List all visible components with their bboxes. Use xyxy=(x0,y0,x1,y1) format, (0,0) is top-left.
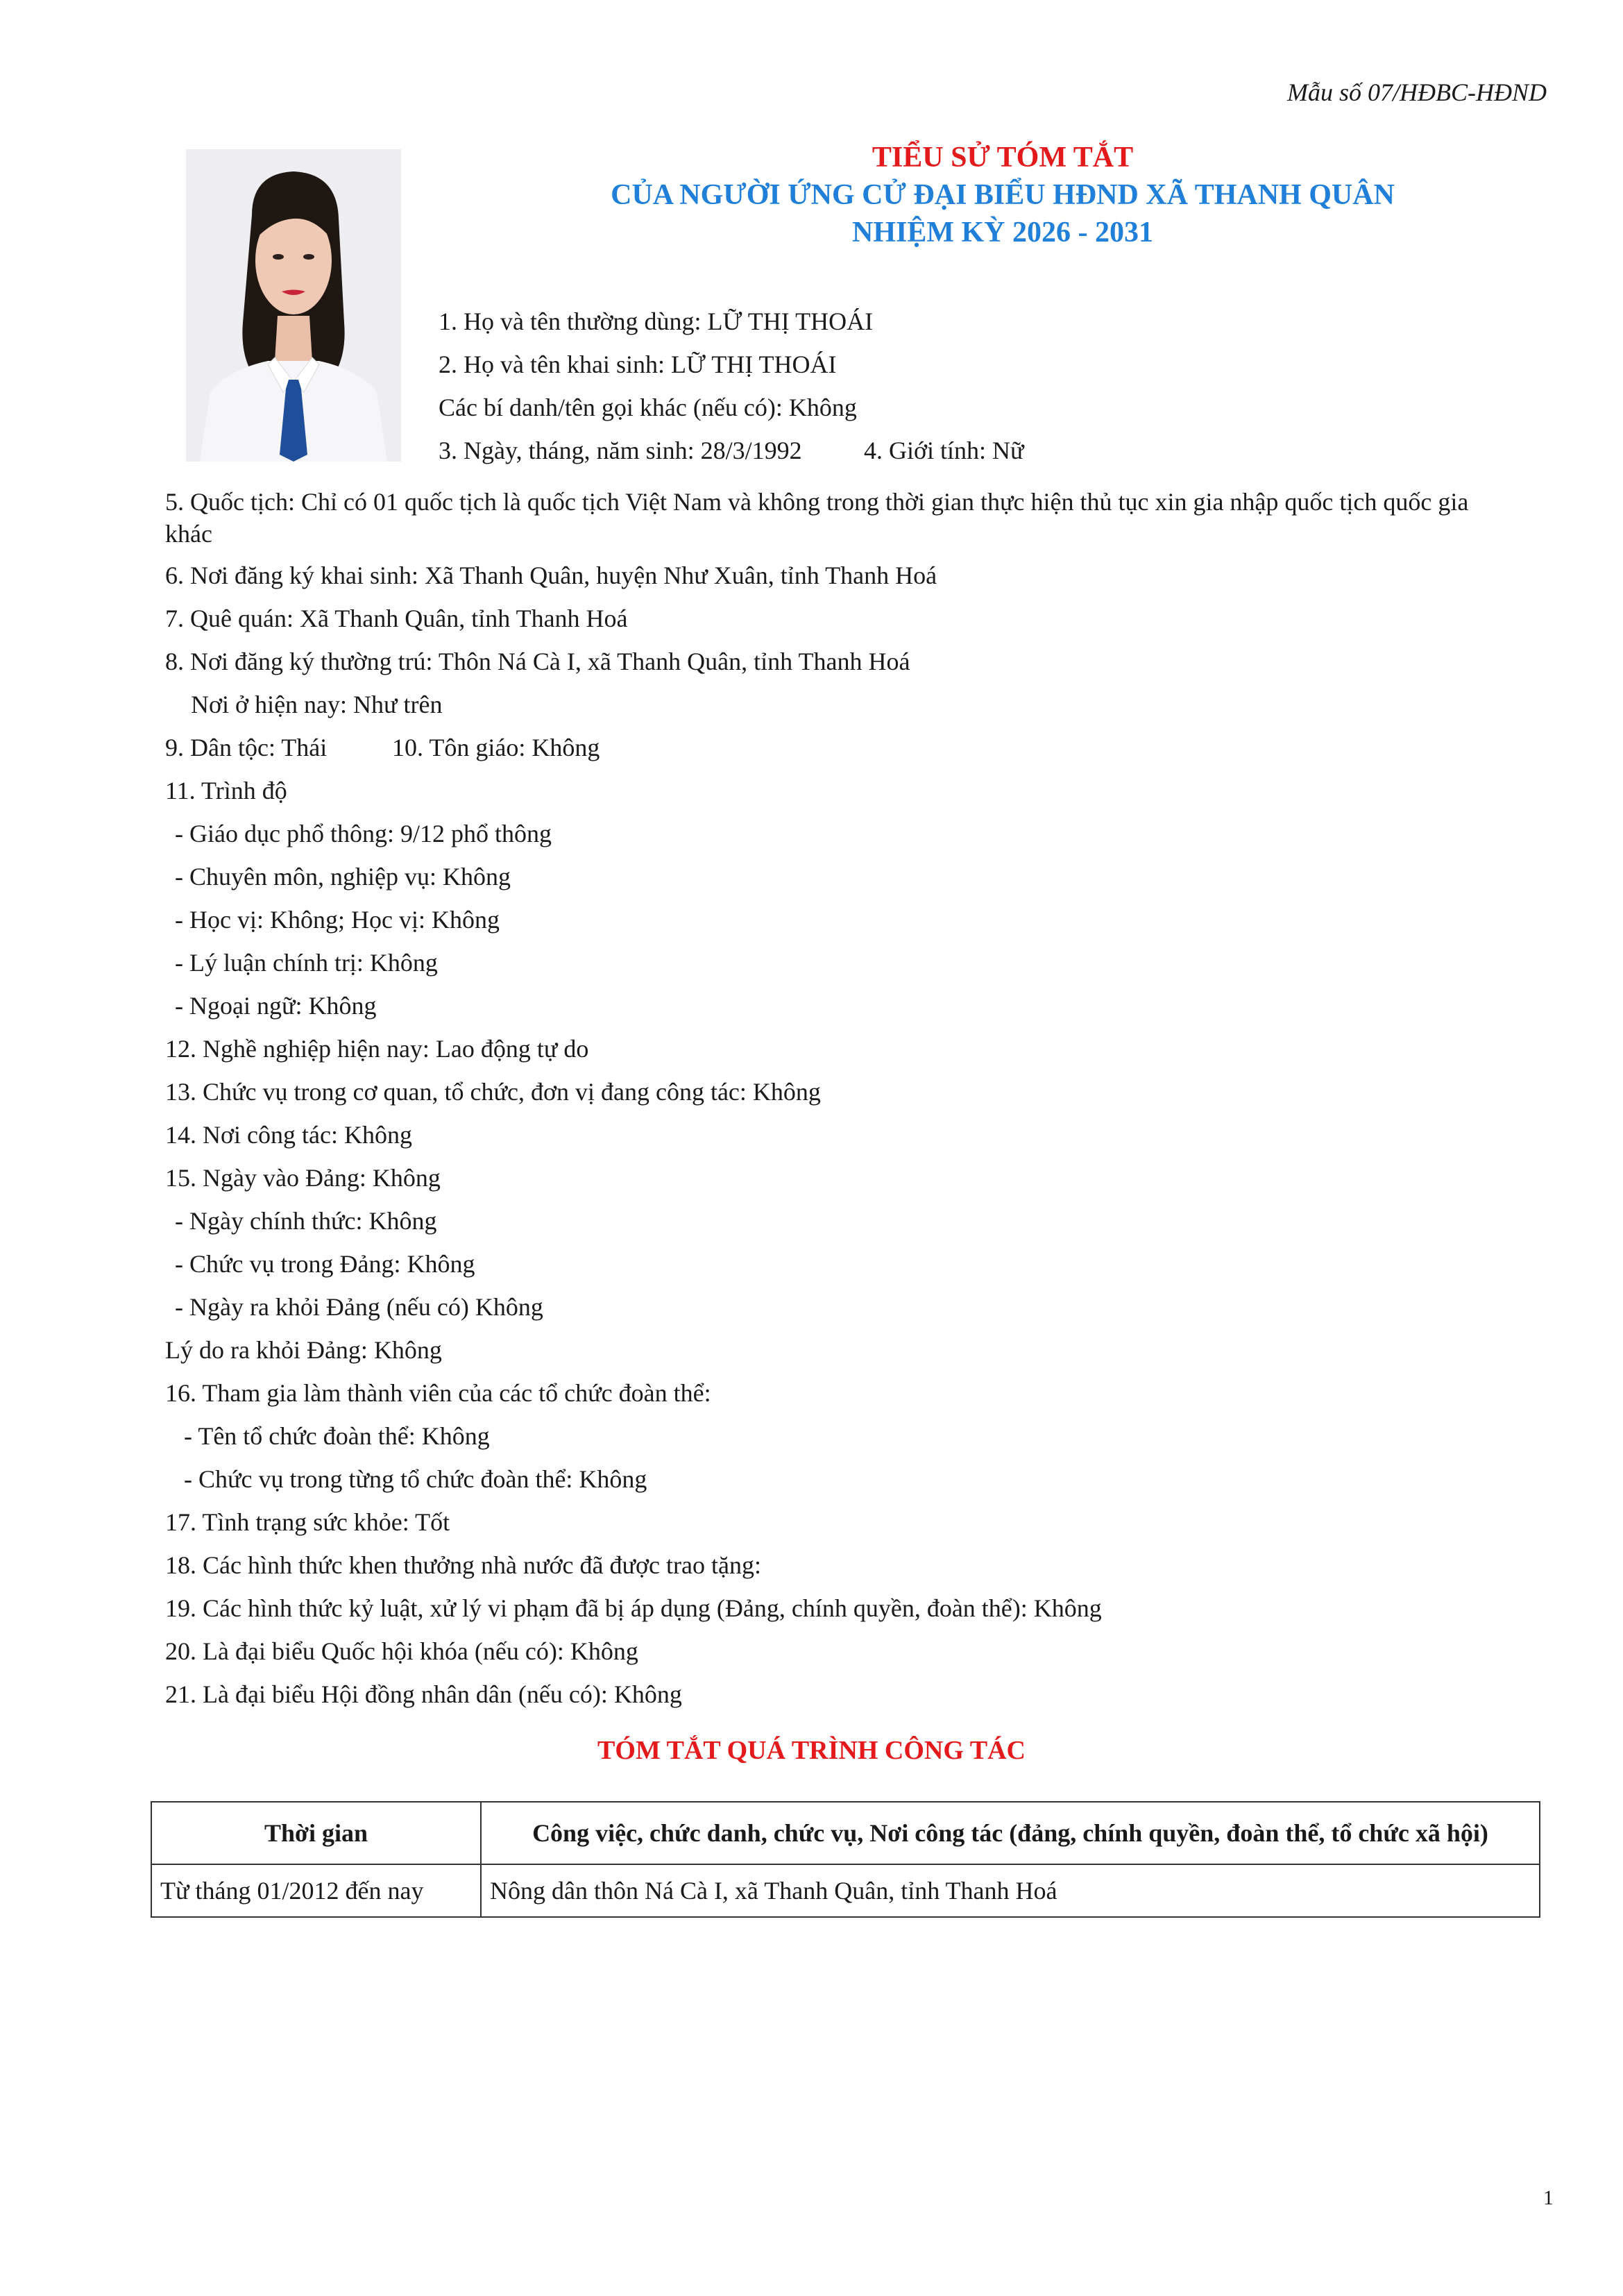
field-party-leave-date: - Ngày ra khỏi Đảng (nếu có) Không xyxy=(175,1293,543,1321)
field-discipline: 19. Các hình thức kỷ luật, xử lý vi phạm đã bị áp dụng (Đảng, chính quyền, đoàn thể): Không xyxy=(165,1594,1102,1622)
table-header-row xyxy=(151,1802,1540,1864)
field-awards: 18. Các hình thức khen thưởng nhà nước đã được trao tặng: xyxy=(165,1551,761,1579)
field-workplace: 14. Nơi công tác: Không xyxy=(165,1121,412,1149)
field-religion: 10. Tôn giáo: Không xyxy=(392,734,600,761)
header-time: Thời gian xyxy=(151,1802,481,1864)
field-birth-name: 2. Họ và tên khai sinh: LỮ THỊ THOÁI xyxy=(439,351,837,378)
field-foreign-language: - Ngoại ngữ: Không xyxy=(175,992,377,1020)
field-professional-skill: - Chuyên môn, nghiệp vụ: Không xyxy=(175,863,511,890)
page-number: 1 xyxy=(1543,2186,1554,2209)
field-health: 17. Tình trạng sức khỏe: Tốt xyxy=(165,1508,450,1536)
title-line-3: NHIỆM KỲ 2026 - 2031 xyxy=(852,217,1153,248)
field-permanent-residence: 8. Nơi đăng ký thường trú: Thôn Ná Cà I, xã Thanh Quân, tỉnh Thanh Hoá xyxy=(165,648,910,675)
portrait-photo xyxy=(186,149,401,462)
field-party-leave-reason: Lý do ra khỏi Đảng: Không xyxy=(165,1336,442,1364)
field-party-join-date: 15. Ngày vào Đảng: Không xyxy=(165,1164,441,1192)
field-common-name: 1. Họ và tên thường dùng: LỮ THỊ THOÁI xyxy=(439,307,874,335)
field-political-theory: - Lý luận chính trị: Không xyxy=(175,949,438,977)
title-line-2: CỦA NGƯỜI ỨNG CỬ ĐẠI BIỂU HĐND XÃ THANH QUÂN xyxy=(611,179,1395,211)
field-nationality: 5. Quốc tịch: Chỉ có 01 quốc tịch là quốc tịch Việt Nam và không trong thời gian thực hiện thủ tục xin gia nhập quốc tịch quốc gia xyxy=(165,488,1469,516)
field-organizations: 16. Tham gia làm thành viên của các tổ chức đoàn thể: xyxy=(165,1379,711,1407)
field-organization-name: - Tên tổ chức đoàn thể: Không xyxy=(184,1422,490,1450)
field-party-official-date: - Ngày chính thức: Không xyxy=(175,1207,437,1235)
field-academic-degree: - Học vị: Không; Học vị: Không xyxy=(175,906,500,934)
field-date-of-birth: 3. Ngày, tháng, năm sinh: 28/3/1992 xyxy=(439,437,802,464)
form-number: Mẫu số 07/HĐBC-HĐND xyxy=(1287,78,1547,106)
field-general-education: - Giáo dục phổ thông: 9/12 phổ thông xyxy=(175,820,552,847)
field-gender: 4. Giới tính: Nữ xyxy=(864,437,1024,464)
cell-job: Nông dân thôn Ná Cà I, xã Thanh Quân, tỉnh Thanh Hoá xyxy=(481,1864,1540,1917)
table-row xyxy=(151,1864,1540,1917)
cell-time: Từ tháng 01/2012 đến nay xyxy=(151,1864,481,1917)
field-party-position: - Chức vụ trong Đảng: Không xyxy=(175,1250,475,1278)
field-ethnicity: 9. Dân tộc: Thái xyxy=(165,734,328,761)
field-occupation: 12. Nghề nghiệp hiện nay: Lao động tự do xyxy=(165,1035,589,1063)
document-title xyxy=(430,139,1575,251)
field-peoples-council: 21. Là đại biểu Hội đồng nhân dân (nếu có): Không xyxy=(165,1680,682,1708)
field-national-assembly: 20. Là đại biểu Quốc hội khóa (nếu có): Không xyxy=(165,1637,638,1665)
field-education-heading: 11. Trình độ xyxy=(165,777,287,804)
header-job: Công việc, chức danh, chức vụ, Nơi công tác (đảng, chính quyền, đoàn thể, tổ chức xã hội) xyxy=(481,1802,1540,1864)
title-line-1: TIỂU SỬ TÓM TẮT xyxy=(872,142,1134,174)
work-history-title: TÓM TẮT QUÁ TRÌNH CÔNG TÁC xyxy=(597,1736,1026,1765)
field-current-residence: Nơi ở hiện nay: Như trên xyxy=(191,691,443,718)
field-hometown: 7. Quê quán: Xã Thanh Quân, tỉnh Thanh Hoá xyxy=(165,605,628,632)
field-position: 13. Chức vụ trong cơ quan, tổ chức, đơn vị đang công tác: Không xyxy=(165,1078,821,1106)
field-birth-registration: 6. Nơi đăng ký khai sinh: Xã Thanh Quân, huyện Như Xuân, tỉnh Thanh Hoá xyxy=(165,562,937,589)
work-history-table xyxy=(151,1801,1540,1918)
field-organization-position: - Chức vụ trong từng tổ chức đoàn thể: Không xyxy=(184,1465,647,1493)
field-nationality-cont: khác xyxy=(165,520,212,548)
field-aliases: Các bí danh/tên gọi khác (nếu có): Không xyxy=(439,394,857,421)
